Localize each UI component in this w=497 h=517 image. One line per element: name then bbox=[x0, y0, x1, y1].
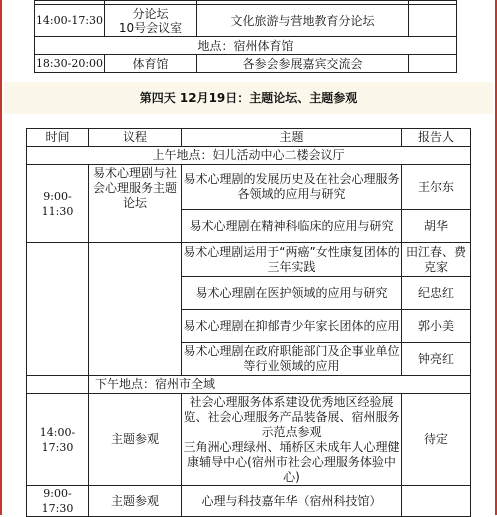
left-border bbox=[0, 0, 2, 515]
morning-agenda: 易术心理剧与社会心理服务主题论坛 bbox=[89, 165, 182, 243]
time-cell: 18:30-20:00 bbox=[35, 55, 105, 73]
speaker-cell: 田江春、费克家 bbox=[402, 243, 471, 277]
venue-cell: 分论坛 10号会议室 bbox=[105, 5, 197, 37]
topic-cell: 易术心理剧运用于“两癌”女性康复团体的三年实践 bbox=[182, 243, 402, 277]
morning-location: 上午地点：妇儿活动中心二楼会议厅 bbox=[27, 147, 471, 165]
speaker-cell bbox=[402, 486, 471, 517]
topic-cell: 文化旅游与营地教育分论坛 bbox=[197, 5, 409, 37]
previous-day-table bbox=[34, 0, 457, 73]
header-agenda: 议程 bbox=[89, 129, 182, 147]
topic-cell: 各参会参展嘉宾交流会 bbox=[197, 55, 409, 73]
topic-cell: 易术心理剧在医护领域的应用与研究 bbox=[182, 277, 402, 310]
speaker-cell bbox=[409, 55, 457, 73]
speaker-cell: 胡华 bbox=[402, 210, 471, 243]
speaker-cell: 纪忠红 bbox=[402, 277, 471, 310]
agenda-cell: 主题参观 bbox=[89, 394, 182, 486]
time-cell: 14:00-17:30 bbox=[35, 5, 105, 37]
time-cell: 9:00-17:30 bbox=[27, 486, 89, 517]
empty-cell bbox=[27, 243, 89, 376]
topic-cell: 社会心理服务体系建设优秀地区经验展览、社会心理服务产品装备展、宿州服务示范点参观 三角洲心理绿州、埇桥区未成年人心理健康辅导中心(宿州市社会心理服务体验中心) bbox=[183, 394, 400, 484]
header-topic: 主题 bbox=[182, 129, 402, 147]
topic-cell: 易术心理剧在抑郁青少年家长团体的应用 bbox=[182, 310, 402, 343]
topic-cell: 易术心理剧在政府职能部门及企事业单位等行业领域的应用 bbox=[182, 343, 402, 376]
header-speaker: 报告人 bbox=[402, 129, 471, 147]
speaker-cell: 王尔东 bbox=[402, 165, 471, 210]
venue-cell: 体育馆 bbox=[105, 55, 197, 73]
speaker-cell bbox=[409, 5, 457, 37]
empty-cell bbox=[89, 243, 182, 376]
afternoon-location: 下午地点：宿州市全域 bbox=[89, 376, 471, 394]
header-time: 时间 bbox=[27, 129, 89, 147]
empty-cell bbox=[27, 376, 89, 394]
speaker-cell: 郭小美 bbox=[402, 310, 471, 343]
agenda-cell: 主题参观 bbox=[89, 486, 182, 517]
time-cell: 14:00-17:30 bbox=[27, 394, 89, 486]
day-heading: 第四天 12月19日：主题论坛、主题参观 bbox=[4, 82, 493, 114]
location-row: 地点：宿州体育馆 bbox=[35, 37, 457, 55]
topic-cell: 易术心理剧的发展历史及在社会心理服务各领域的应用与研究 bbox=[182, 165, 402, 210]
morning-time: 9:00-11:30 bbox=[27, 165, 89, 243]
topic-cell: 心理与科技嘉年华（宿州科技馆） bbox=[182, 486, 402, 517]
speaker-cell: 待定 bbox=[402, 394, 471, 486]
schedule-table bbox=[26, 128, 471, 517]
speaker-cell: 钟亮红 bbox=[402, 343, 471, 376]
topic-cell: 易术心理剧在精神科临床的应用与研究 bbox=[182, 210, 402, 243]
